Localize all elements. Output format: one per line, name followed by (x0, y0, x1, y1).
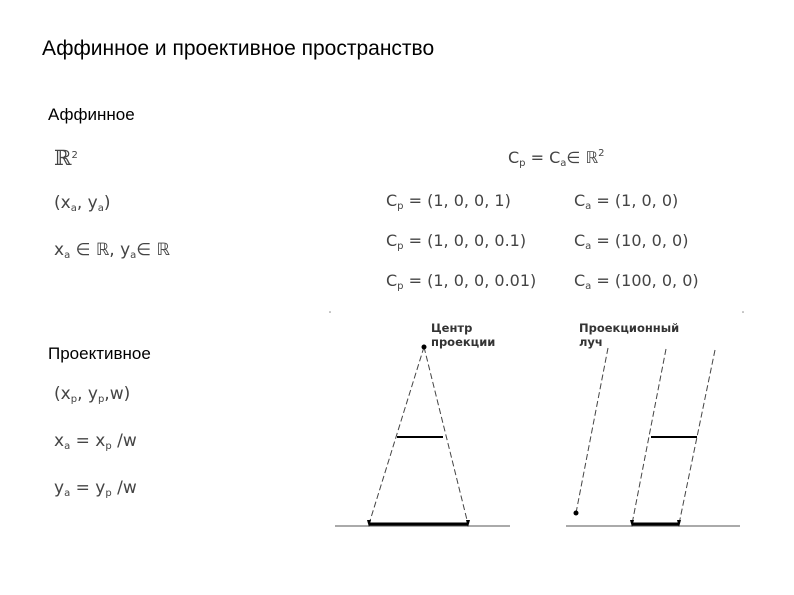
tiny-dot-1 (329, 311, 331, 313)
affine-space-symbol: ℝ$^2$ (54, 146, 78, 170)
projective-eq-x: $x_a = x_p$ /w (54, 431, 137, 452)
projective-point: ($x_p$, $y_p,w$) (54, 384, 131, 405)
ray-left-2 (424, 347, 468, 524)
parallel-projection-figure (566, 348, 740, 527)
cp-row-2: $C_p = (1$, 0, 0, 0.1) (386, 231, 527, 252)
tiny-dot-2 (742, 311, 744, 313)
ray-origin-point (574, 511, 579, 516)
ca-row-1: $C_a = (1$, 0, 0) (574, 191, 679, 212)
page-title: Аффинное и проективное пространство (42, 37, 435, 60)
affine-domain: $x_a$ ∈ ℝ, $y_a\in$ ℝ (54, 240, 170, 261)
central-projection-figure (335, 345, 510, 528)
affine-heading: Аффинное (48, 105, 135, 124)
ray-left-1 (369, 347, 424, 524)
center-of-projection-label: Центр проекции (431, 321, 496, 349)
cp-row-3: $C_p = (1$, 0, 0, 0.01) (386, 271, 537, 292)
ca-row-3: $C_a = (100$, 0, 0) (574, 271, 699, 292)
center-of-projection-point (422, 345, 427, 350)
affine-point: ($x_a$, $y_a$) (54, 193, 111, 214)
projection-ray-label: Проекционный луч (579, 321, 680, 349)
ray-right-1 (576, 348, 608, 513)
projective-eq-y: $y_a = y_p$ /w (54, 478, 137, 499)
cp-row-1: $C_p = (1$, 0, 0, 1) (386, 191, 511, 212)
relation-formula: $C_p$ = $C_a\in$ ℝ$^2$ (508, 148, 605, 169)
ca-row-2: $C_a = (10$, 0, 0) (574, 231, 689, 252)
projective-heading: Проективное (48, 344, 151, 363)
